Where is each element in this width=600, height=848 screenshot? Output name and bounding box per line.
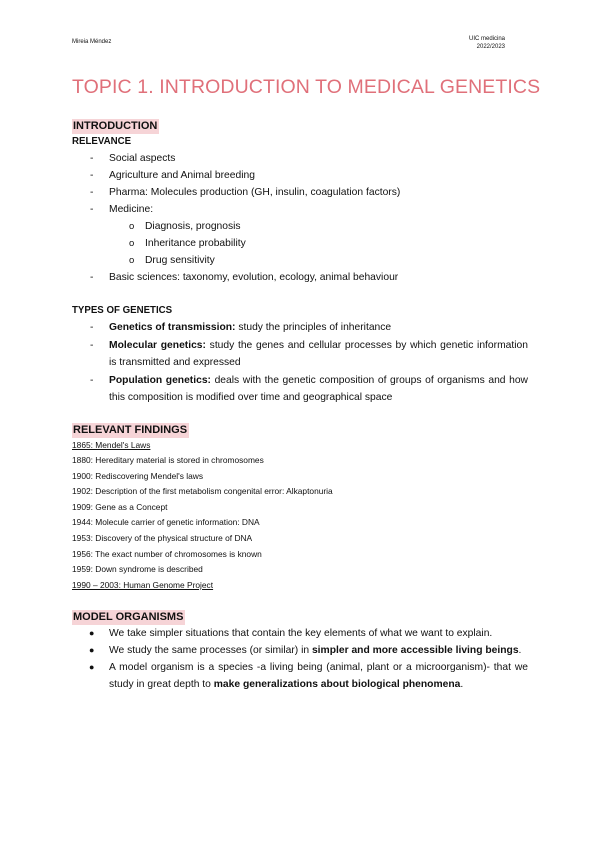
bullet-marker: ● [89, 662, 95, 673]
finding-item: 1865: Mendel's Laws [72, 439, 151, 450]
finding-item: 1944: Molecule carrier of genetic information: DNA [72, 517, 260, 528]
list-item-text: . [460, 679, 464, 691]
term: Molecular genetics: [109, 339, 206, 351]
dash-marker: - [90, 170, 94, 181]
dash-marker: - [90, 153, 94, 164]
list-item-text: Agriculture and Animal breeding [109, 170, 255, 181]
term-description: study the genes and cellular processes by which genetic information is transmitted and expressed [109, 339, 528, 368]
list-item-text: A model organism is a species -a living being (animal, plant or a microorganism)- that we study in great depth to [109, 662, 528, 691]
list-item [72, 642, 528, 659]
finding-item: 1953: Discovery of the physical structure of DNA [72, 533, 253, 544]
finding-item: 1909: Gene as a Concept [72, 501, 168, 512]
dash-marker: - [90, 204, 94, 215]
list-item [72, 167, 528, 184]
dash-marker: - [90, 322, 94, 333]
sublist-item [72, 235, 528, 252]
list-item [72, 201, 528, 269]
list-item-text: Social aspects [109, 153, 176, 164]
term-description: study the principles of inheritance [235, 322, 392, 333]
sublist-item-text: Diagnosis, prognosis [145, 221, 241, 232]
types-heading: TYPES OF GENETICS [72, 305, 173, 316]
circle-marker: o [129, 255, 135, 266]
dash-marker: - [90, 339, 94, 351]
circle-marker: o [129, 221, 135, 232]
introduction-heading: INTRODUCTION [73, 120, 158, 132]
list-item [72, 150, 528, 167]
list-item [72, 184, 528, 201]
medicine-sublist [109, 218, 528, 269]
dash-marker: - [90, 187, 94, 198]
list-item [72, 269, 528, 286]
sublist-item-text: Inheritance probability [145, 238, 246, 249]
term: Genetics of transmission: [109, 322, 236, 333]
model-section [72, 610, 528, 693]
emphasis-text: make generalizations about biological phenomena [213, 679, 461, 691]
findings-list [72, 438, 528, 594]
bullet-marker: ● [89, 645, 95, 656]
term: Population genetics: [109, 374, 211, 386]
finding-item: 1990 – 2003: Human Genome Project [72, 579, 214, 590]
list-item [72, 659, 528, 693]
header-course: UIC medicina [469, 36, 506, 42]
document-title: TOPIC 1. INTRODUCTION TO MEDICAL GENETICS [72, 76, 541, 98]
list-item-text: Basic sciences: taxonomy, evolution, ecology, animal behaviour [109, 272, 399, 283]
sublist-item-text: Drug sensitivity [145, 255, 215, 266]
finding-item: 1902: Description of the first metabolism congenital error: Alkaptonuria [72, 486, 333, 497]
relevance-heading: RELEVANCE [72, 136, 132, 147]
finding-item: 1880: Hereditary material is stored in chromosomes [72, 455, 264, 466]
header-year: 2022/2023 [476, 44, 506, 50]
sublist-item [72, 252, 528, 269]
model-heading: MODEL ORGANISMS [73, 611, 184, 624]
types-section [72, 303, 528, 407]
list-item-text: We study the same processes (or similar) in [109, 645, 312, 657]
list-item-text: We take simpler situations that contain the key elements of what we want to explain. [109, 628, 493, 640]
dash-marker: - [90, 272, 94, 283]
emphasis-text: simpler and more accessible living beings [311, 645, 519, 657]
finding-item: 1956: The exact number of chromosomes is known [72, 548, 262, 559]
types-list [72, 319, 528, 407]
bullet-marker: ● [89, 628, 95, 639]
term-description: deals with the genetic composition of groups of organisms and how this composition is modified over time and geographical space [109, 374, 528, 403]
list-item-text: Pharma: Molecules production (GH, insulin, coagulation factors) [109, 187, 401, 198]
list-item-text: Medicine: [109, 204, 154, 215]
finding-item: 1900: Rediscovering Mendel's laws [72, 470, 204, 481]
list-item-text: . [518, 645, 522, 657]
model-list [72, 625, 528, 693]
list-item [72, 319, 528, 337]
relevance-list [72, 150, 528, 286]
findings-section [72, 423, 528, 594]
circle-marker: o [129, 238, 135, 249]
list-item [72, 625, 528, 642]
dash-marker: - [90, 374, 94, 386]
list-item [72, 337, 528, 372]
introduction-section [72, 119, 528, 286]
header-course-info [469, 35, 505, 51]
document-body [72, 119, 528, 693]
header-author: Mireia Méndez [72, 39, 112, 45]
sublist-item [72, 218, 528, 235]
list-item [72, 372, 528, 407]
findings-heading: RELEVANT FINDINGS [73, 423, 188, 436]
finding-item: 1959: Down syndrome is described [72, 564, 203, 575]
